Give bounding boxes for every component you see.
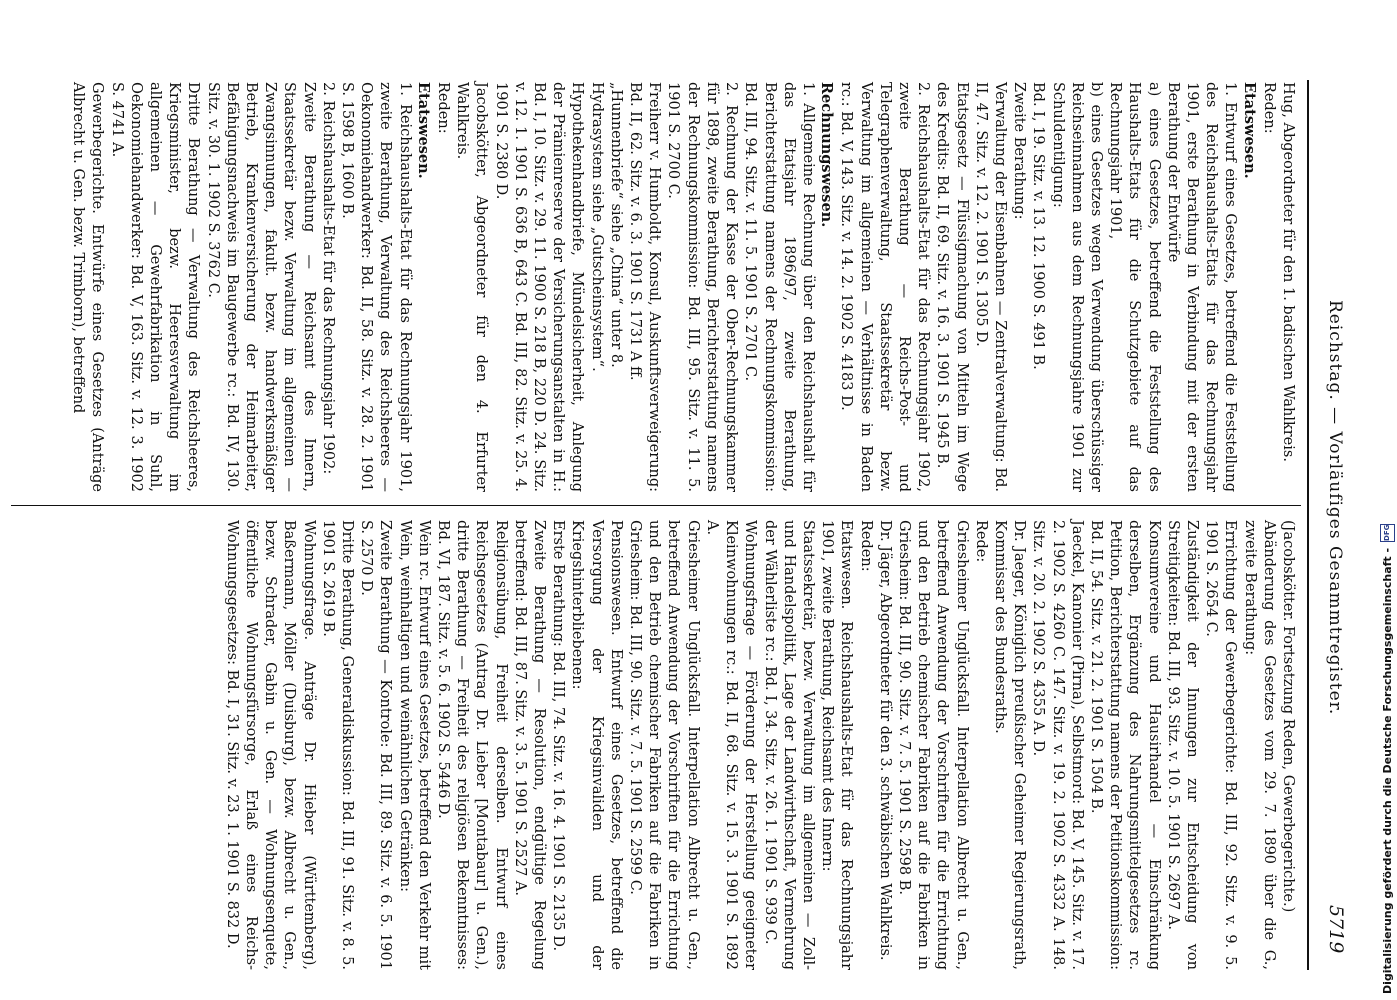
text-line: Etatswesen. Reichshaushalts-Etat für das Rechnungsjahr 1901, zweite Berathung, Reichsamt des Innern: bbox=[819, 520, 855, 970]
text-line: Griesheimer Unglücksfall. Interpellation Albrecht u. Gen., betreffend Anwendung der Vorschriften für die Errichtung und den Betrieb chemischer Fabriken auf die Fabriken in Griesheim: Bd. III, 90. Sitz. v. 7. 5. 1901 S. 2598 B. bbox=[895, 520, 970, 970]
text-line: Zweite Berathung — Kontrole: Bd. III, 89. Sitz. v. 6. 5. 1901 S. 2570 D. bbox=[358, 520, 394, 970]
text-line: Errichtung der Gewerbegerichte: Bd. III, 92. Sitz. v. 9. 5. 1901 S. 2654 C. bbox=[1203, 520, 1239, 970]
dfg-logo: DFG bbox=[1380, 524, 1395, 542]
text-line: a) eines Gesetzes, betreffend die Feststellung des Haushalts-Etats für die Schutzgebiete auf das Rechnungsjahr 1901, bbox=[1107, 82, 1162, 492]
text-line: Zweite Berathung — Reichsamt des Innern, Staatssekretär bezw. Verwaltung im allgemeinen — Zwangsinnungen, fakult. bezw. handwerksmäßiger Betrieb, Krankenversicherung der Heimarbeiter, Befähigungsnachweis im Baugewerbe rc.: Bd. IV, 130. Sitz. v. 30. 1. 1902 S. 3762 C. bbox=[204, 82, 317, 492]
text-line: Rede: bbox=[972, 520, 989, 563]
credit-text: Digitalisierung gefördert durch die Deutsche Forschungsgemeinschaft - bbox=[1380, 547, 1394, 994]
text-line: Wein rc. Entwurf eines Gesetzes, betreffend den Verkehr mit Wein, weinhaltigen und weinähnlichen Getränken: bbox=[396, 520, 432, 970]
text-line: Gewerbegerichte. Entwürfe eines Gesetzes (Anträge Albrecht u. Gen. bezw. Trimborn), betreffend bbox=[70, 82, 106, 492]
running-title: Reichstag. — Vorläufiges Gesammtregister. bbox=[1325, 300, 1345, 716]
entry-jacobskoetter: Jacobskötter, Abgeordneter für den 4. Erfurter Wahlkreis. bbox=[454, 82, 490, 492]
text-line: Konsumvereine und Hausirhandel — Einschränkung derselben, Ergänzung des Nahrungsmittelgesetzes rc. Petition, Berichterstattung namens der Petitionskommission: Bd. II, 54. Sitz. v. 21. 2. 1901 S. 1504 B. bbox=[1087, 520, 1162, 970]
section-heading: Rechnungswesen. bbox=[818, 82, 836, 228]
continuation-heading: (Jacobskötter. Fortsetzung Reden, Gewerbegerichte.) bbox=[1280, 520, 1296, 913]
entry-humboldt: Freiherr v. Humboldt, Konsul, Auskunftsverweigerung: Bd. II, 62. Sitz. v. 6. 3. 1901 S. 1731 A ff. bbox=[627, 82, 663, 492]
entry-jaeckel: Jaeckel, Kanonier (Pirna), Selbstmord: Bd. V, 145. Sitz. v. 17. 2. 1902 S. 4260 C. 147. Sitz. v. 19. 2. 1902 S. 4332 A. 148. Sitz. v. 20. 2. 1902 S. 4355 A. D. bbox=[1030, 520, 1085, 970]
digitization-credit bbox=[1378, 394, 1396, 994]
text-line: Zweite Berathung: bbox=[1011, 82, 1028, 220]
text-line: Bd. I, 19. Sitz. v. 13. 12. 1900 S. 491 B. bbox=[1030, 82, 1047, 370]
text-line: Wohnungsfrage — Förderung der Herstellung geeigneter Kleinwohnungen rc.: Bd. II, 68. Sitz. v. 15. 3. 1901 S. 1892 A. bbox=[703, 520, 759, 970]
entry-hypothekenbriefe: Hypothekenhandbriefe, Mündelsicherheit, Anlegung der Prämienreserve der Versicherungsanstalten in H.: Bd. I, 10. Sitz. v. 29. 11. 1900 S. 218 B, 220 D. 24. Sitz. v. 12. 1. 1901 S. 636 B, 643 C. Bd. III, 82. Sitz. v. 25. 4. 1901 S. 2380 D. bbox=[492, 82, 586, 492]
header-rule bbox=[1308, 80, 1310, 970]
column-divider bbox=[11, 505, 1301, 506]
section-heading: Etatswesen. bbox=[1240, 82, 1258, 179]
entry-hunnenbriefe: „Hunnenbriefe“ siehe „China“ unter 8. bbox=[607, 82, 624, 368]
text-line: 1. Reichshaushalts-Etat für das Rechnungsjahr 1901, zweite Berathung, Verwaltung des Reichsheeres — Oekonomiehandwerker: Bd. II, 58. Sitz. v. 28. 2. 1901 S. 1598 B, 1600 B. bbox=[339, 82, 413, 492]
text-line: b) eines Gesetzes wegen Verwendung überschüssiger Reichseinnahmen aus dem Rechnungsjahre 1901 zur Schuldentilgung: bbox=[1049, 82, 1104, 492]
entry-jaeger-abgeordneter: Dr. Jäger, Abgeordneter für den 3. schwäbischen Wahlkreis. bbox=[876, 520, 893, 961]
text-line: 1. Allgemeine Rechnung über den Reichshaushalt für das Etatsjahr 1896/97, zweite Berathung, Berichterstattung namens der Rechnungskommission: Bd. III, 94. Sitz. v. 11. 5. 1901 S. 2701 C. bbox=[742, 82, 816, 492]
entry-hug: Hug, Abgeordneter für den 1. badischen Wahlkreis. bbox=[1280, 82, 1296, 462]
text-line: Wohnungsfrage. Anträge Dr. Hieber (Württemberg), Baßermann, Möller (Duisburg), bezw. Albrecht u. Gen., bezw. Schrader, Gabin u. Gen. — Wohnungsenquete, öffentliche Wohnungsfürsorge, Erlaß eines Reichs-Wohnungsgesetzes: Bd. I, 31. Sitz. v. 23. 1. 1901 S. 832 D. bbox=[223, 520, 317, 970]
text-line: Reden: bbox=[857, 520, 874, 572]
text-line: Zuständigkeit der Innungen zur Entscheidung von Streitigkeiten: Bd. III, 93. Sitz. v. 10. 5. 1901 S. 2697 A. bbox=[1164, 520, 1200, 970]
text-line: Reden: bbox=[1260, 82, 1277, 134]
text-line: Erste Berathung: Bd. III, 74. Sitz. v. 16. 4. 1901 S. 2135 D. bbox=[550, 520, 567, 952]
section-heading: Etatswesen. bbox=[414, 82, 432, 179]
text-line: 1. Entwurf eines Gesetzes, betreffend die Feststellung des Reichshaushalts-Etats für das Rechnungsjahr 1901, erste Berathung in Verbindung mit der ersten Berathung der Entwürfe bbox=[1164, 82, 1239, 492]
text-line: Verwaltung der Eisenbahnen — Zentralverwaltung: Bd. II, 47. Sitz. v. 12. 2. 1901 S. 1305 D. bbox=[972, 82, 1008, 492]
text-line: 2. Reichshaushalts-Etat für das Rechnungsjahr 1902: bbox=[319, 82, 336, 475]
entry-hydrasystem: Hydrasystem siehe „Gutscheinsystem“. bbox=[588, 82, 605, 372]
text-line: Dritte Berathung, Generaldiskussion: Bd. III, 91. Sitz. v. 8. 5. 1901 S. 2619 B. bbox=[319, 520, 356, 970]
text-line: Abänderung des Gesetzes vom 29. 7. 1890 über die G., zweite Berathung: bbox=[1241, 520, 1277, 970]
text-line: Reden: bbox=[435, 82, 452, 134]
text-line: 2. Reichshaushalts-Etat für das Rechnungsjahr 1902, zweite Berathung — Reichs-Post- und Telegraphenverwaltung, Staatssekretär bezw. Verwaltung im allgemeinen — Verhältnisse in Baden rc.: Bd. V, 143. Sitz. v. 14. 2. 1902 S. 4183 D. bbox=[838, 82, 932, 492]
right-column bbox=[222, 520, 1297, 970]
text-line: Religionsübung, Freiheit derselben. Entwurf eines Reichsgesetzes (Antrag Dr. Lieber [Montabaur] u. Gen.), dritte Berathung — Freiheit des religiösen Bekenntnisses: Bd. VI, 187. Sitz. v. 5. 6. 1902 S. 5446 D. bbox=[435, 520, 509, 970]
text-line: 2. Rechnung der Kasse der Ober-Rechnungskammer für 1898, zweite Berathung, Berichterstattung namens der Rechnungskommission: Bd. III, 95. Sitz. v. 11. 5. 1901 S. 2700 C. bbox=[665, 82, 740, 492]
text-line: Dritte Berathung — Verwaltung des Reichsheeres, Kriegsminister, bezw. Heeresverwaltung im allgemeinen — Gewehrfabrikation in Suhl, Oekonomiehandwerker: Bd. V, 163. Sitz. v. 12. 3. 1902 S. 4741 A. bbox=[108, 82, 202, 492]
left-column bbox=[68, 82, 1297, 492]
page-number: 5719 bbox=[1325, 905, 1347, 954]
text-line: Staatssekretär, bezw. Verwaltung im allgemeinen — Zoll- und Handelspolitik, Lage der Landwirthschaft, Vermehrung der Wählerliste rc.: Bd. I, 34. Sitz. v. 26. 1. 1901 S. 939 C. bbox=[761, 520, 816, 970]
entry-jaeger-rat: Dr. Jaeger, Königlich preußischer Geheimer Regierungsrath, Kommissar des Bundesraths. bbox=[991, 520, 1028, 970]
text-line: Pensionswesen. Entwurf eines Gesetzes, betreffend die Versorgung der Kriegsinvaliden und der Kriegshinterbliebenen: bbox=[569, 520, 624, 970]
text-line: Etatsgesetz — Flüssigmachung von Mitteln im Wege des Kredits: Bd. II, 69. Sitz. v. 16. 3. 1901 S. 1945 B. bbox=[934, 82, 970, 492]
text-line: Griesheimer Unglücksfall. Interpellation Albrecht u. Gen., betreffend Anwendung der Vorschriften für die Errichtung und den Betrieb chemischer Fabriken auf die Fabriken in Griesheim: Bd. III, 90. Sitz. v. 7. 5. 1901 S. 2599 C. bbox=[627, 520, 701, 970]
text-line: Zweite Berathung — Resolution, endgültige Regelung betreffend: Bd. III, 87. Sitz. v. 3. 5. 1901 S. 2527 A. bbox=[511, 520, 548, 970]
